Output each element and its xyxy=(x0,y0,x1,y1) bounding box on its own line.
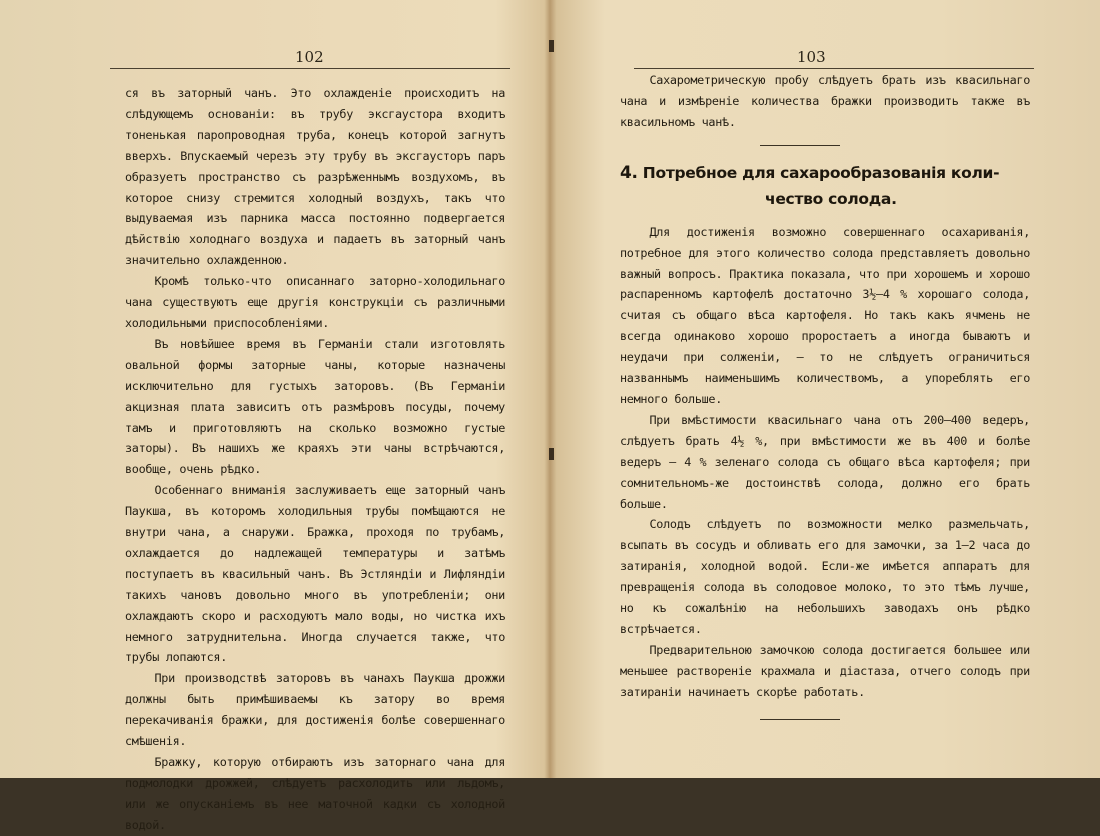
section-title-line2: чество солода. xyxy=(765,189,897,208)
paragraph: Для достиженія возможно совершеннаго осахариванія, потребное для этого количество солода представляетъ довольно важный вопросъ. Практика показала, что при хорошемъ и хорошо распаренномъ картофелѣ достаточно 3½—4 % хорошаго солода, считая съ общаго вѣса картофеля. Но такъ какъ ячмень не всегда одинаково хорошо проростаетъ а иногда бываютъ и неудачи при солженіи, — то не слѣдуетъ ограничиться названнымъ наименьшимъ количествомъ, а упореблять его немного больше. xyxy=(620,224,1030,406)
paragraph: Предварительною замочкою солода достигается большее или меньшее раствореніе крахмала и діастаза, отчего солодъ при затираніи начинаетъ скорѣе работать. xyxy=(620,642,1030,699)
page-number: 102 xyxy=(295,48,324,66)
paragraph: Въ новѣйшее время въ Германіи стали изготовлять овальной формы заторные чаны, которые назначены исключительно для густыхъ заторовъ. (Въ Германіи акцизная плата зависитъ отъ размѣровъ посуды, почему тамъ и приготовляютъ на сколько возможно густые заторы). Въ нашихъ же краяхъ эти чаны встрѣчаются, вообще, очень рѣдко. xyxy=(125,336,505,477)
section-title-line1: Потребное для сахарообразованія коли- xyxy=(642,163,1000,182)
page-text xyxy=(125,83,505,836)
paragraph: Кромѣ только-что описаннаго заторно-холодильнаго чана существуютъ еще другія конструкціи съ различными холодильными приспособленіями. xyxy=(125,274,505,330)
paragraph: Особеннаго вниманія заслуживаетъ еще заторный чанъ Паукша, въ которомъ холодильныя трубы помѣщаются не внутри чана, а снаружи. Бражка, проходя по трубамъ, охлаждается до надлежащей температуры и затѣмъ поступаетъ въ квасильный чанъ. Въ Эстляндіи и Лифляндіи такихъ чановъ довольно много въ употребленіи; они охлаждаютъ скоро и расходуютъ мало воды, но чистка ихъ немного затруднительна. Иногда случается также, что трубы лопаются. xyxy=(125,483,505,665)
section-heading xyxy=(620,160,1030,212)
paragraph: Солодъ слѣдуетъ по возможности мелко размельчать, всыпать въ сосудъ и обливать его для замочки, за 1—2 часа до затиранія, холодной водой. Если-же имѣется аппаратъ для превращенія солода въ солодовое молоко, то это тѣмъ лучше, но къ сожалѣнію на небольшихъ заводахъ онъ рѣдко встрѣчается. xyxy=(620,517,1030,636)
page-number: 103 xyxy=(797,48,826,66)
paragraph: При производствѣ заторовъ въ чанахъ Паукша дрожжи должны быть примѣшиваемы къ затору во время перекачиванія бражки, для достиженія болѣе совершеннаго смѣшенія. xyxy=(125,671,505,749)
end-divider xyxy=(760,719,840,720)
intro-paragraph: Сахарометрическую пробу слѣдуетъ брать изъ квасильнаго чана и измѣреніе количества бражки производить также въ квасильномъ чанѣ. xyxy=(620,73,1030,129)
header-rule xyxy=(110,68,510,69)
header-rule xyxy=(634,68,1034,69)
left-page xyxy=(0,0,548,832)
section-number: 4. xyxy=(620,162,638,183)
paragraph: ся въ заторный чанъ. Это охлажденіе происходитъ на слѣдующемъ основаніи: въ трубу эксгаустора входитъ тоненькая паропроводная труба, конецъ которой загнутъ вверхъ. Впускаемый черезъ эту трубу въ эксгаусторъ паръ образуетъ пространство съ разрѣженнымъ воздухомъ, въ которое снизу стремится холодный воздухъ, такъ что выдуваемая изъ парника масса постоянно подвергается дѣйствію холоднаго воздуха и падаетъ въ заторный чанъ значительно охлажденною. xyxy=(125,86,505,268)
section-divider xyxy=(760,145,840,146)
paragraph: Бражку, которую отбираютъ изъ заторнаго чана для подмолодки дрожжей, слѣдуетъ расхолодить или льдомъ, или же опусканіемъ въ нее маточной кадки съ холодной водой. xyxy=(125,755,505,832)
right-page xyxy=(552,0,1100,778)
page-text xyxy=(620,70,1030,720)
paragraph: При вмѣстимости квасильнаго чана отъ 200—400 ведеръ, слѣдуетъ брать 4½ %, при вмѣстимости же въ 400 и болѣе ведеръ — 4 % зеленаго солода съ общаго вѣса картофеля; при сомнительномъ-же достоинствѣ солода, должно его брать больше. xyxy=(620,412,1030,511)
